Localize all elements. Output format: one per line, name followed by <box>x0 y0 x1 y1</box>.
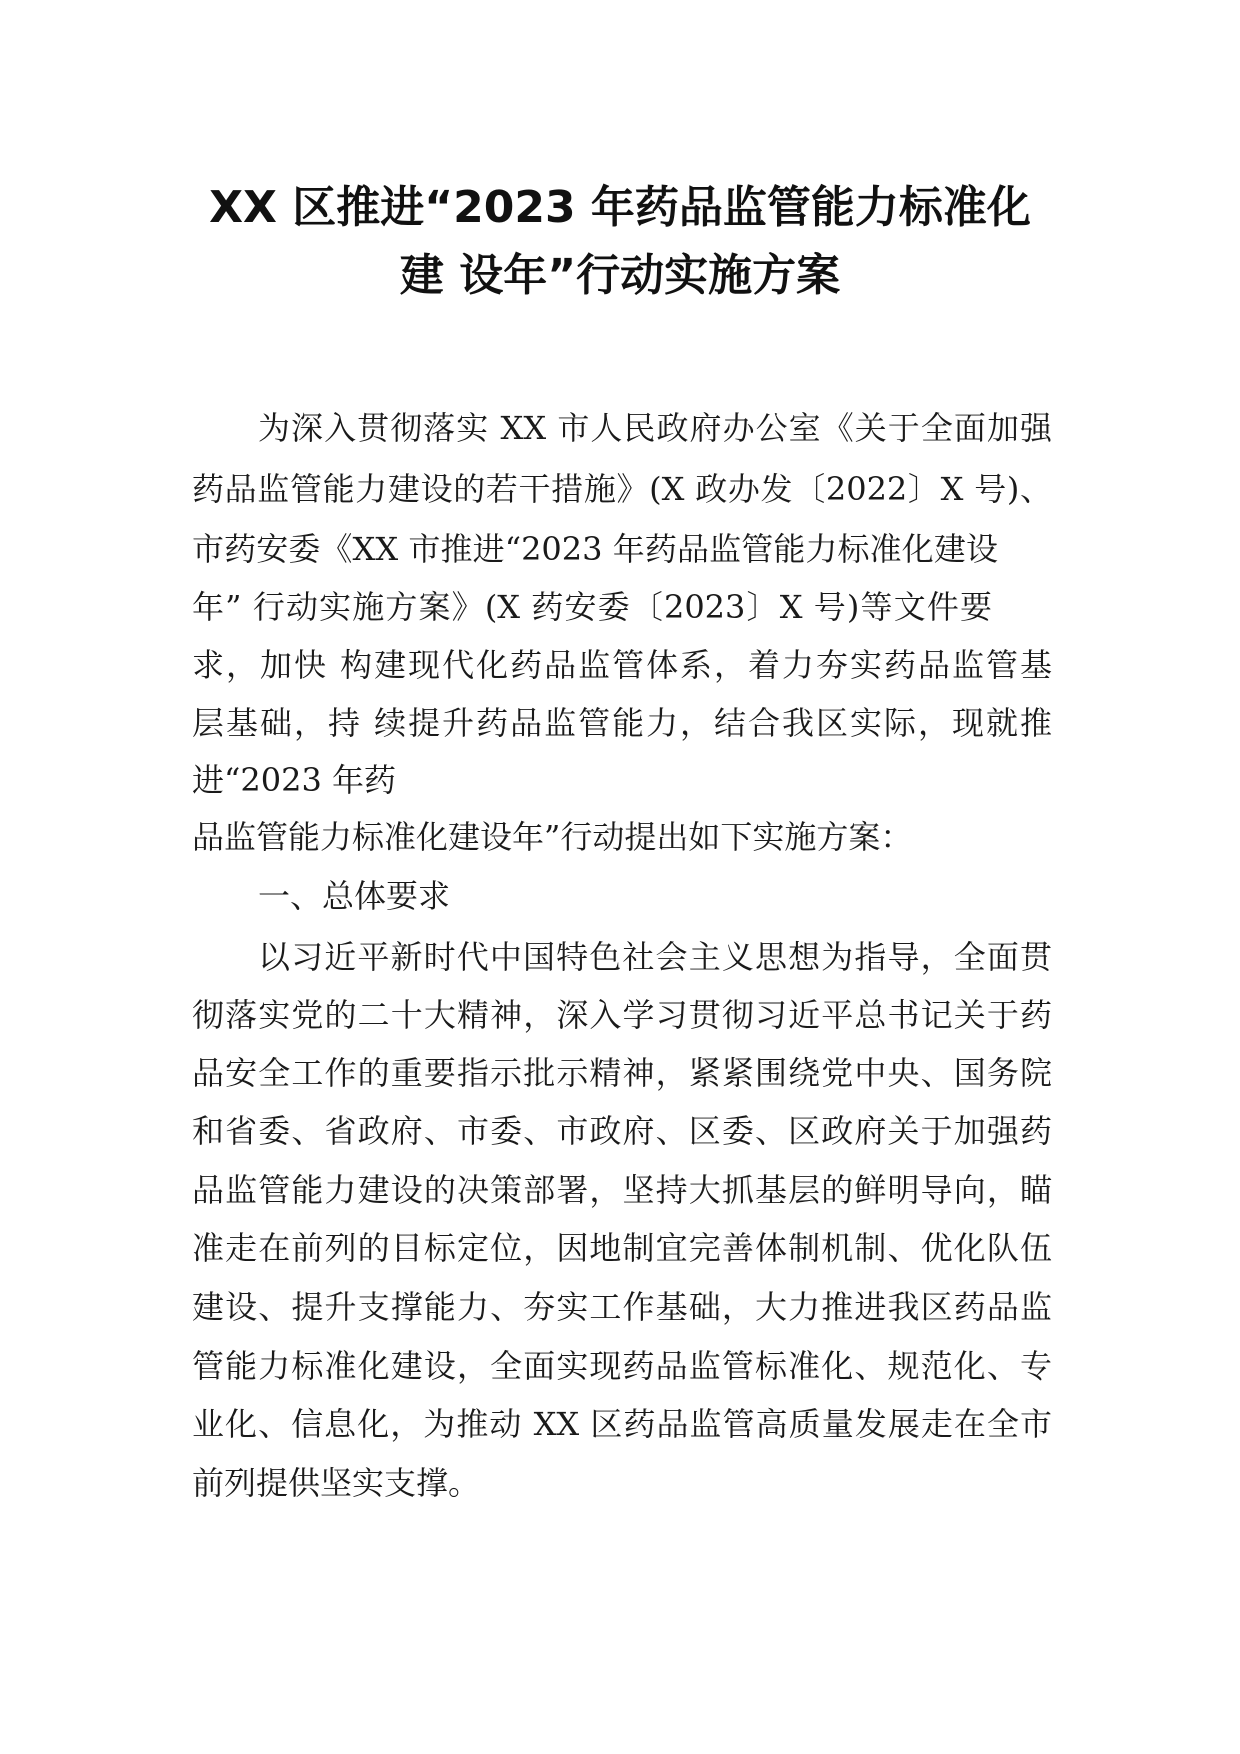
paragraph-1-line-5: 求，加快 构建现代化药品监管体系，着力夯实药品监管基 <box>192 646 1052 684</box>
paragraph-1-line-4: 年” 行动实施方案》(X 药安委〔2023〕X 号)等文件要 <box>192 588 992 626</box>
paragraph-1-line-2: 药品监管能力建设的若干措施》(X 政办发〔2022〕X 号)、 <box>192 470 1052 508</box>
document-title-line-2: 建 设年”行动实施方案 <box>399 250 841 301</box>
paragraph-1-line-8: 品监管能力标准化建设年”行动提出如下实施方案： <box>192 818 913 856</box>
paragraph-2-line-1: 以习近平新时代中国特色社会主义思想为指导，全面贯 <box>258 938 1052 976</box>
paragraph-1-line-1: 为深入贯彻落实 XX 市人民政府办公室《关于全面加强 <box>258 409 1052 447</box>
paragraph-2-line-7: 建设、提升支撑能力、夯实工作基础，大力推进我区药品监 <box>192 1288 1052 1326</box>
paragraph-2-line-3: 品安全工作的重要指示批示精神，紧紧围绕党中央、国务院 <box>192 1054 1052 1092</box>
document-title-line-1: XX 区推进“2023 年药品监管能力标准化 <box>209 182 1031 233</box>
paragraph-2-line-6: 准走在前列的目标定位，因地制宜完善体制机制、优化队伍 <box>192 1229 1052 1267</box>
paragraph-2-line-9: 业化、信息化，为推动 XX 区药品监管高质量发展走在全市 <box>192 1405 1052 1443</box>
paragraph-2-line-2: 彻落实党的二十大精神，深入学习贯彻习近平总书记关于药 <box>192 996 1052 1034</box>
paragraph-1-line-7: 进“2023 年药 <box>192 761 396 799</box>
paragraph-1-line-3: 市药安委《XX 市推进“2023 年药品监管能力标准化建设 <box>192 530 998 568</box>
section-heading-general-requirements: 一、总体要求 <box>258 877 451 915</box>
paragraph-2-line-5: 品监管能力建设的决策部署，坚持大抓基层的鲜明导向，瞄 <box>192 1171 1052 1209</box>
paragraph-2-line-4: 和省委、省政府、市委、市政府、区委、区政府关于加强药 <box>192 1112 1052 1150</box>
paragraph-2-line-8: 管能力标准化建设，全面实现药品监管标准化、规范化、专 <box>192 1347 1052 1385</box>
paragraph-2-line-10: 前列提供坚实支撑。 <box>192 1464 481 1502</box>
paragraph-1-line-6: 层基础，持 续提升药品监管能力，结合我区实际，现就推 <box>192 704 1052 742</box>
